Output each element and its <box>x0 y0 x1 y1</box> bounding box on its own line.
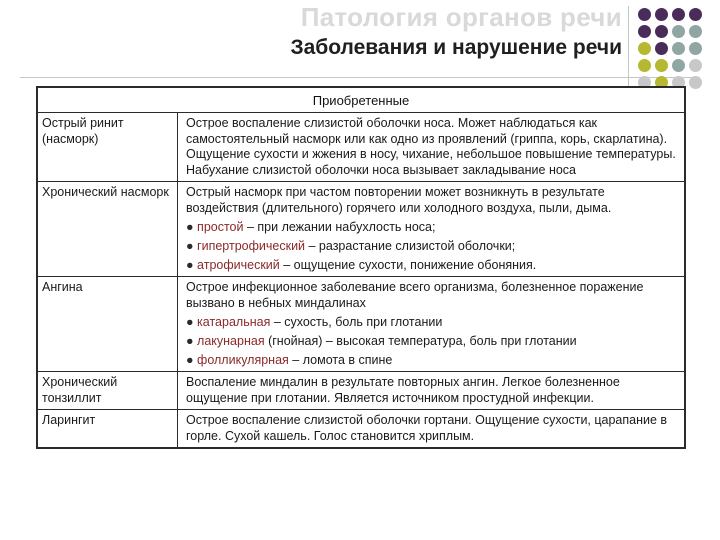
table-row <box>38 409 684 447</box>
decorative-dot <box>655 42 668 55</box>
table-row <box>38 181 684 276</box>
disease-name: Острый ринит (насморк) <box>38 113 178 181</box>
bullet-text: – сухость, боль при глотании <box>270 314 443 329</box>
bullet-item <box>186 220 678 236</box>
disease-name: Хронический тонзиллит <box>38 372 178 409</box>
table-header: Приобретенные <box>38 88 684 113</box>
bullet-icon: ● <box>186 333 194 348</box>
table-row <box>38 371 684 409</box>
bullet-icon: ● <box>186 352 194 367</box>
disease-name: Хронический насморк <box>38 182 178 276</box>
horizontal-rule <box>20 77 700 78</box>
bullet-icon: ● <box>186 238 194 253</box>
bullet-term: лакунарная <box>197 333 265 348</box>
bullet-icon: ● <box>186 219 194 234</box>
description-text: Острое воспаление слизистой оболочки носа. Может наблюдаться как самостоятельный насморк или как одно из проявлений (гриппа, корь, скарлатина). Ощущение сухости и жжения в носу, чихание, небольшое повышение температуры. Набухание слизистой оболочки носа вызывает закладывание носа <box>186 116 676 177</box>
bullet-term: гипертрофический <box>197 238 306 253</box>
disease-description <box>178 410 684 447</box>
decorative-dot <box>689 8 702 21</box>
disease-description <box>178 372 684 409</box>
table-row <box>38 276 684 371</box>
decorative-dot <box>689 76 702 89</box>
bullet-text: – при лежании набухлость носа; <box>243 219 436 234</box>
description-text: Острое воспаление слизистой оболочки гортани. Ощущение сухости, царапание в горле. Сухой кашель. Голос становится хриплым. <box>186 413 668 443</box>
decorative-dot <box>655 59 668 72</box>
description-text: Острое инфекционное заболевание всего организма, болезненное поражение вызвано в небных миндалинах <box>186 280 644 310</box>
decorative-dot <box>689 59 702 72</box>
decorative-dot <box>638 8 651 21</box>
description-text: Острый насморк при частом повторении может возникнуть в результате воздействия (длительного) горячего или холодного воздуха, пыли, дыма. <box>186 185 612 215</box>
disease-description <box>178 182 684 276</box>
bullet-term: простой <box>197 219 244 234</box>
bullet-item <box>186 353 678 369</box>
disease-description <box>178 113 684 181</box>
bullet-term: атрофический <box>197 257 280 272</box>
decorative-dot <box>689 42 702 55</box>
decorative-dot <box>638 59 651 72</box>
decorative-dot <box>672 59 685 72</box>
decorative-dot <box>655 25 668 38</box>
bullet-text: (гнойная) – высокая температура, боль при глотании <box>264 333 577 348</box>
diseases-table <box>36 86 686 449</box>
decorative-dot <box>689 25 702 38</box>
decorative-dot <box>638 25 651 38</box>
bullet-item <box>186 315 678 331</box>
slide-subtitle: Заболевания и нарушение речи <box>290 36 622 59</box>
bullet-item <box>186 334 678 350</box>
disease-name: Ларингит <box>38 410 178 447</box>
decorative-dot <box>672 8 685 21</box>
slide-title: Патология органов речи <box>300 2 622 32</box>
bullet-term: фолликулярная <box>197 352 289 367</box>
bullet-term: катаральная <box>197 314 271 329</box>
decorative-dot <box>672 25 685 38</box>
description-text: Воспаление миндалин в результате повторных ангин. Легкое болезненное ощущение при глотании. Является источником простудной инфекции. <box>186 375 620 405</box>
disease-description <box>178 277 684 371</box>
bullet-text: – ломота в спине <box>288 352 393 367</box>
disease-name: Ангина <box>38 277 178 371</box>
bullet-text: – ощущение сухости, понижение обоняния. <box>279 257 537 272</box>
bullet-item <box>186 239 678 255</box>
bullet-text: – разрастание слизистой оболочки; <box>305 238 516 253</box>
decorative-dot <box>655 8 668 21</box>
decorative-dot <box>672 42 685 55</box>
bullet-icon: ● <box>186 314 194 329</box>
bullet-item <box>186 258 678 274</box>
decorative-dot <box>638 42 651 55</box>
table-row <box>38 113 684 181</box>
bullet-icon: ● <box>186 257 194 272</box>
